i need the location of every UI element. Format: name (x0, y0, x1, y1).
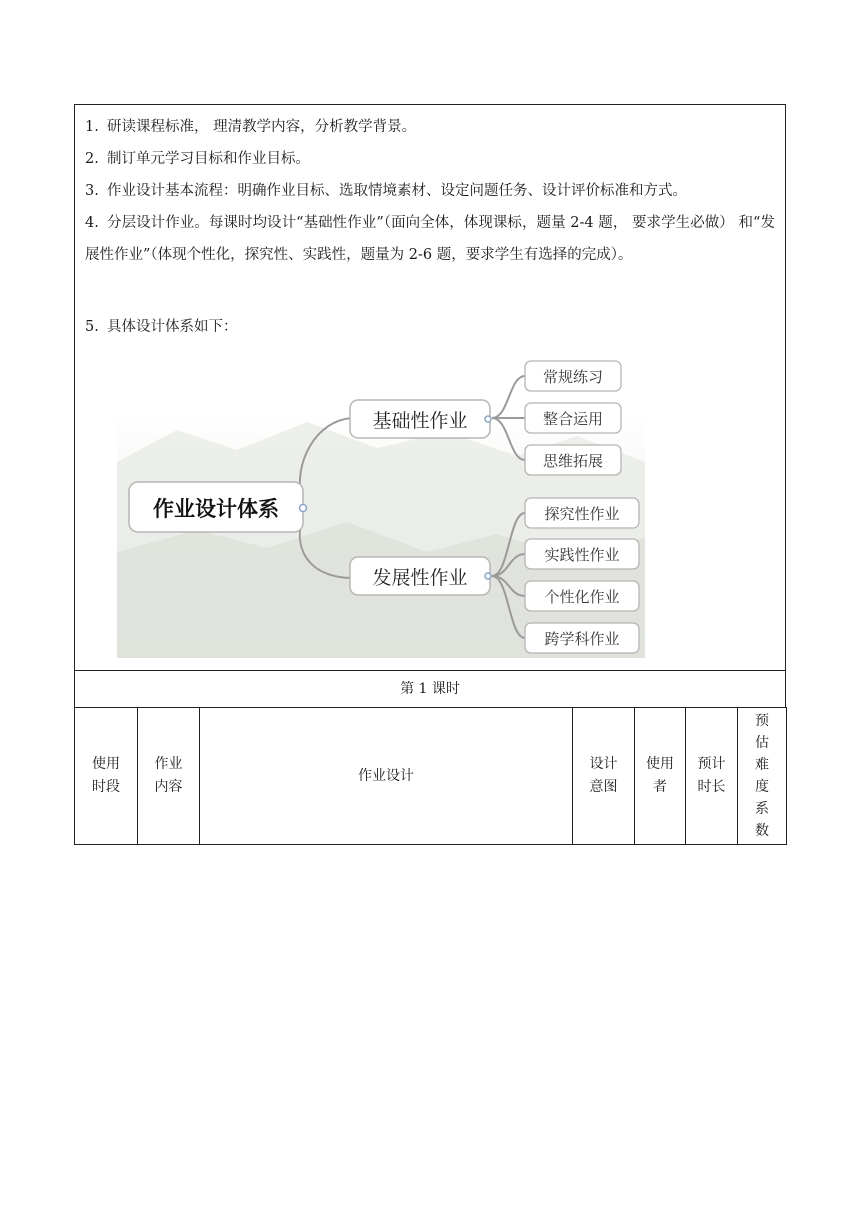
collapse-dot-icon (485, 416, 491, 422)
header-user: 使用者 (635, 708, 686, 845)
svg-text:整合运用: 整合运用 (542, 410, 604, 428)
header-period: 使用时段 (75, 708, 138, 845)
svg-text:跨学科作业: 跨学科作业 (544, 630, 620, 648)
design-system-mindmap (117, 352, 645, 658)
leaf-node (525, 361, 621, 391)
header-design: 作业设计 (200, 708, 573, 845)
header-intent: 设计意图 (573, 708, 635, 845)
leaf-node (525, 623, 639, 653)
svg-text:常规练习: 常规练习 (542, 368, 604, 386)
leaf-node (525, 403, 621, 433)
collapse-dot-icon (300, 505, 307, 512)
svg-text:发展性作业: 发展性作业 (372, 567, 468, 589)
step-3: 3. 作业设计基本流程：明确作业目标、选取情境素材、设定问题任务、设计评价标准和方式。 (85, 183, 687, 199)
svg-text:实践性作业: 实践性作业 (544, 546, 620, 564)
svg-text:探究性作业: 探究性作业 (544, 505, 620, 523)
svg-text:思维拓展: 思维拓展 (542, 452, 604, 470)
leaf-node (525, 539, 639, 569)
step-2: 2. 制订单元学习目标和作业目标。 (85, 151, 310, 167)
leaf-node (525, 498, 639, 528)
step-4: 4. 分层设计作业。每课时均设计“基础性作业”（面向全体，体现课标，题量 2-4 题， 要求学生必做） 和“发展性作业”（体现个性化，探究性、实践性，题量为 2-6 题，要求学生有选择的完成）。 (85, 215, 775, 263)
svg-text:作业设计体系: 作业设计体系 (153, 497, 279, 521)
develop-node (350, 557, 491, 595)
lesson-title: 第 1 课时 (74, 670, 786, 708)
leaf-node (525, 445, 621, 475)
header-content: 作业内容 (138, 708, 200, 845)
svg-text:基础性作业: 基础性作业 (372, 410, 468, 432)
leaf-node (525, 581, 639, 611)
svg-text:个性化作业: 个性化作业 (544, 588, 620, 606)
header-time: 预计时长 (686, 708, 738, 845)
basic-node (350, 400, 491, 438)
collapse-dot-icon (485, 573, 491, 579)
step-1: 1. 研读课程标准， 理清教学内容，分析教学背景。 (85, 119, 417, 135)
header-difficulty: 预估难度系数 (738, 708, 787, 845)
root-node (129, 482, 307, 532)
connector-basic-child (492, 376, 525, 418)
homework-table-header (74, 707, 787, 845)
step-5: 5. 具体设计体系如下： (85, 319, 238, 335)
